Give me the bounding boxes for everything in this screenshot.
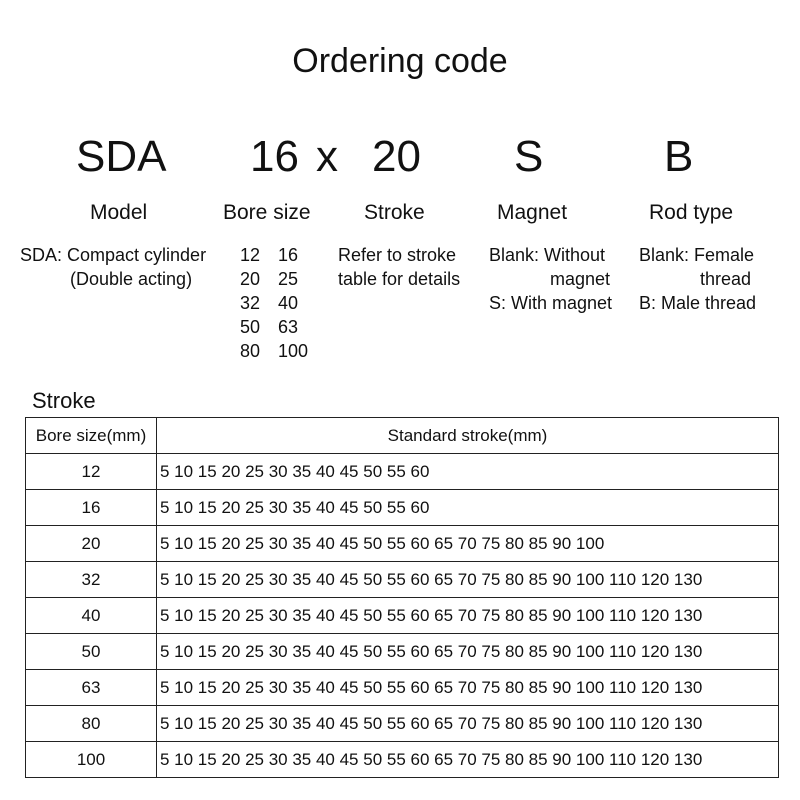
bore-size-option: 16 xyxy=(278,245,299,265)
standard-stroke-cell: 5 10 15 20 25 30 35 40 45 50 55 60 65 70 75 80 85 90 100 110 120 130 xyxy=(157,670,779,706)
standard-stroke-cell: 5 10 15 20 25 30 35 40 45 50 55 60 65 70 75 80 85 90 100 xyxy=(157,526,779,562)
rod-type-description xyxy=(639,243,756,315)
code-rod-type: B xyxy=(664,132,694,181)
table-row xyxy=(26,634,779,670)
bore-size-option: 32 xyxy=(240,293,261,313)
bore-size-cell: 40 xyxy=(26,598,157,634)
model-description-line: SDA: Compact cylinder xyxy=(20,245,207,265)
table-row xyxy=(26,526,779,562)
bore-size-option: 12 xyxy=(240,245,261,265)
model-description xyxy=(20,243,206,291)
table-row xyxy=(26,490,779,526)
code-bore-size: 16 xyxy=(250,132,299,181)
bore-size-option: 50 xyxy=(240,317,261,337)
page-title: Ordering code xyxy=(292,42,508,80)
magnet-description xyxy=(489,243,612,315)
table-row xyxy=(26,742,779,778)
magnet-description-line: S: With magnet xyxy=(489,293,613,313)
standard-stroke-cell: 5 10 15 20 25 30 35 40 45 50 55 60 65 70 75 80 85 90 100 110 120 130 xyxy=(157,742,779,778)
bore-size-cell: 16 xyxy=(26,490,157,526)
label-rod-type: Rod type xyxy=(649,201,734,224)
bore-size-cell: 100 xyxy=(26,742,157,778)
bore-size-cell: 63 xyxy=(26,670,157,706)
column-header-bore-size: Bore size(mm) xyxy=(26,418,157,454)
bore-size-option: 80 xyxy=(240,341,261,361)
bore-size-option: 20 xyxy=(240,269,261,289)
column-header-standard-stroke: Standard stroke(mm) xyxy=(157,418,779,454)
bore-size-cell: 32 xyxy=(26,562,157,598)
table-row xyxy=(26,454,779,490)
magnet-description-line: Blank: Without xyxy=(489,245,606,265)
bore-size-option: 25 xyxy=(278,269,299,289)
stroke-description-line: Refer to stroke xyxy=(338,245,457,265)
label-bore-size: Bore size xyxy=(223,201,311,224)
bore-size-cell: 12 xyxy=(26,454,157,490)
code-model: SDA xyxy=(76,132,167,181)
standard-stroke-cell: 5 10 15 20 25 30 35 40 45 50 55 60 xyxy=(157,490,779,526)
rod-type-description-line: Blank: Female xyxy=(639,245,755,265)
table-row xyxy=(26,670,779,706)
standard-stroke-cell: 5 10 15 20 25 30 35 40 45 50 55 60 65 70 75 80 85 90 100 110 120 130 xyxy=(157,706,779,742)
standard-stroke-cell: 5 10 15 20 25 30 35 40 45 50 55 60 xyxy=(157,454,779,490)
stroke-table xyxy=(25,417,779,778)
stroke-table-caption: Stroke xyxy=(32,388,96,413)
code-magnet: S xyxy=(514,132,544,181)
bore-size-list xyxy=(240,243,316,363)
table-row xyxy=(26,598,779,634)
stroke-description-line: table for details xyxy=(338,269,461,289)
table-row xyxy=(26,706,779,742)
label-stroke: Stroke xyxy=(364,201,425,224)
magnet-description-line: magnet xyxy=(550,269,611,289)
model-description-line: (Double acting) xyxy=(70,269,193,289)
standard-stroke-cell: 5 10 15 20 25 30 35 40 45 50 55 60 65 70 75 80 85 90 100 110 120 130 xyxy=(157,634,779,670)
bore-size-cell: 20 xyxy=(26,526,157,562)
label-magnet: Magnet xyxy=(497,201,568,224)
bore-size-cell: 50 xyxy=(26,634,157,670)
table-row xyxy=(26,562,779,598)
label-model: Model xyxy=(90,201,148,224)
table-header-row xyxy=(26,418,779,454)
rod-type-description-line: thread xyxy=(700,269,752,289)
rod-type-description-line: B: Male thread xyxy=(639,293,757,313)
code-stroke: 20 xyxy=(372,132,421,181)
bore-size-option: 63 xyxy=(278,317,299,337)
bore-size-cell: 80 xyxy=(26,706,157,742)
code-separator: x xyxy=(316,132,338,181)
standard-stroke-cell: 5 10 15 20 25 30 35 40 45 50 55 60 65 70 75 80 85 90 100 110 120 130 xyxy=(157,562,779,598)
stroke-description xyxy=(338,243,460,291)
bore-size-option: 40 xyxy=(278,293,299,313)
standard-stroke-cell: 5 10 15 20 25 30 35 40 45 50 55 60 65 70 75 80 85 90 100 110 120 130 xyxy=(157,598,779,634)
bore-size-option: 100 xyxy=(278,341,309,361)
